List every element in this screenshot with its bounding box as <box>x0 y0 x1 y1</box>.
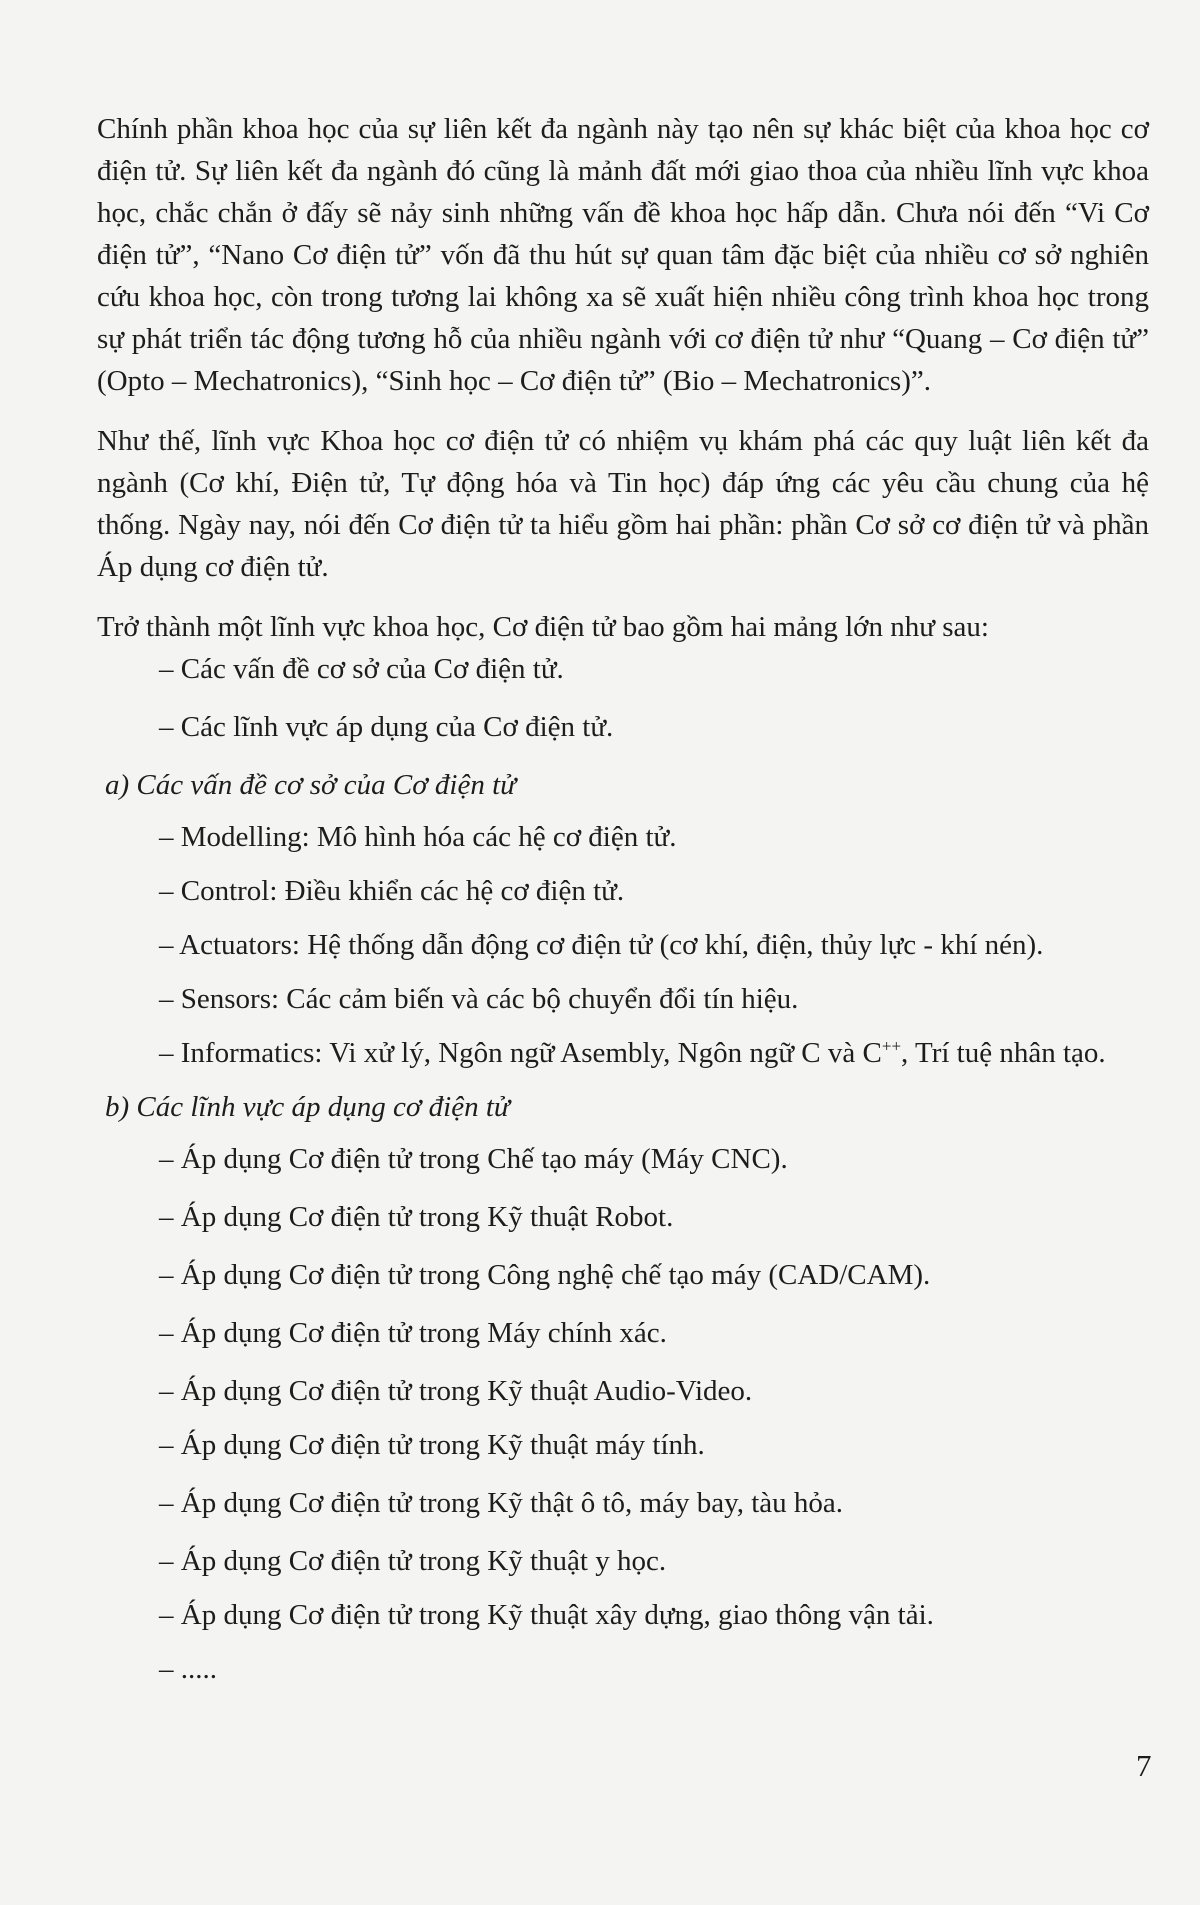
list-item-application: – Áp dụng Cơ điện tử trong Kỹ thuật xây dựng, giao thông vận tải. <box>159 1599 934 1631</box>
paragraph-interdisciplinary: Chính phần khoa học của sự liên kết đa ngành này tạo nên sự khác biệt của khoa học cơ điện tử. Sự liên kết đa ngành đó cũng là mảnh đất mới giao thoa của nhiều lĩnh vực khoa học, chắc chắn ở đấy sẽ nảy sinh những vấn đề khoa học hấp dẫn. Chưa nói đến “Vi Cơ điện tử”, “Nano Cơ điện tử” vốn đã thu hút sự quan tâm đặc biệt của nhiều cơ sở nghiên cứu khoa học, còn trong tương lai không xa sẽ xuất hiện nhiều công trình khoa học trong sự phát triển tác động tương hỗ của nhiều ngành với cơ điện tử như “Quang – Cơ điện tử” (Opto – Mechatronics), “Sinh học – Cơ điện tử” (Bio – Mechatronics)”. <box>97 113 1149 397</box>
list-item-application: – Áp dụng Cơ điện tử trong Kỹ thuật Robot. <box>159 1201 674 1233</box>
list-item-application: – Áp dụng Cơ điện tử trong Công nghệ chế tạo máy (CAD/CAM). <box>159 1259 931 1291</box>
informatics-text-end: , Trí tuệ nhân tạo. <box>901 1037 1106 1069</box>
list-item-basic-topic: – Modelling: Mô hình hóa các hệ cơ điện tử. <box>159 821 677 853</box>
informatics-text: – Informatics: Vi xử lý, Ngôn ngữ Asembly, Ngôn ngữ C và C <box>159 1037 882 1069</box>
paragraph-two-areas-intro: Trở thành một lĩnh vực khoa học, Cơ điện tử bao gồm hai mảng lớn như sau: <box>97 611 989 643</box>
list-item-application: – Áp dụng Cơ điện tử trong Kỹ thuật máy tính. <box>159 1429 705 1461</box>
list-item-application: – Áp dụng Cơ điện tử trong Kỹ thật ô tô, máy bay, tàu hỏa. <box>159 1487 843 1519</box>
list-item-application: – Áp dụng Cơ điện tử trong Chế tạo máy (Máy CNC). <box>159 1143 788 1175</box>
list-item-application: – Áp dụng Cơ điện tử trong Kỹ thuật y học. <box>159 1545 667 1577</box>
section-b-heading: b) Các lĩnh vực áp dụng cơ điện tử <box>105 1091 510 1123</box>
list-item-basic-topic: – Actuators: Hệ thống dẫn động cơ điện tử (cơ khí, điện, thủy lực - khí nén). <box>159 929 1044 961</box>
list-item-ellipsis: – ..... <box>159 1653 217 1685</box>
paragraph-mechatronics-field: Như thế, lĩnh vực Khoa học cơ điện tử có nhiệm vụ khám phá các quy luật liên kết đa ngành (Cơ khí, Điện tử, Tự động hóa và Tin học) đáp ứng các yêu cầu chung của hệ thống. Ngày nay, nói đến Cơ điện tử ta hiểu gồm hai phần: phần Cơ sở cơ điện tử và phần Áp dụng cơ điện tử. <box>97 425 1149 583</box>
list-item-basic-topic: – Control: Điều khiển các hệ cơ điện tử. <box>159 875 625 907</box>
list-item-basic-topic: – Sensors: Các cảm biến và các bộ chuyển đổi tín hiệu. <box>159 983 799 1015</box>
page-number: 7 <box>1136 1748 1152 1783</box>
list-item-application: – Áp dụng Cơ điện tử trong Máy chính xác. <box>159 1317 667 1349</box>
cpp-superscript: ++ <box>881 1036 902 1056</box>
list-item-overview: – Các vấn đề cơ sở của Cơ điện tử. <box>159 653 564 685</box>
page-content <box>97 108 1149 1690</box>
list-item-informatics <box>97 1032 1149 1074</box>
section-a-heading: a) Các vấn đề cơ sở của Cơ điện tử <box>105 769 516 801</box>
list-item-overview: – Các lĩnh vực áp dụng của Cơ điện tử. <box>159 711 614 743</box>
list-item-application: – Áp dụng Cơ điện tử trong Kỹ thuật Audio-Video. <box>159 1375 753 1407</box>
